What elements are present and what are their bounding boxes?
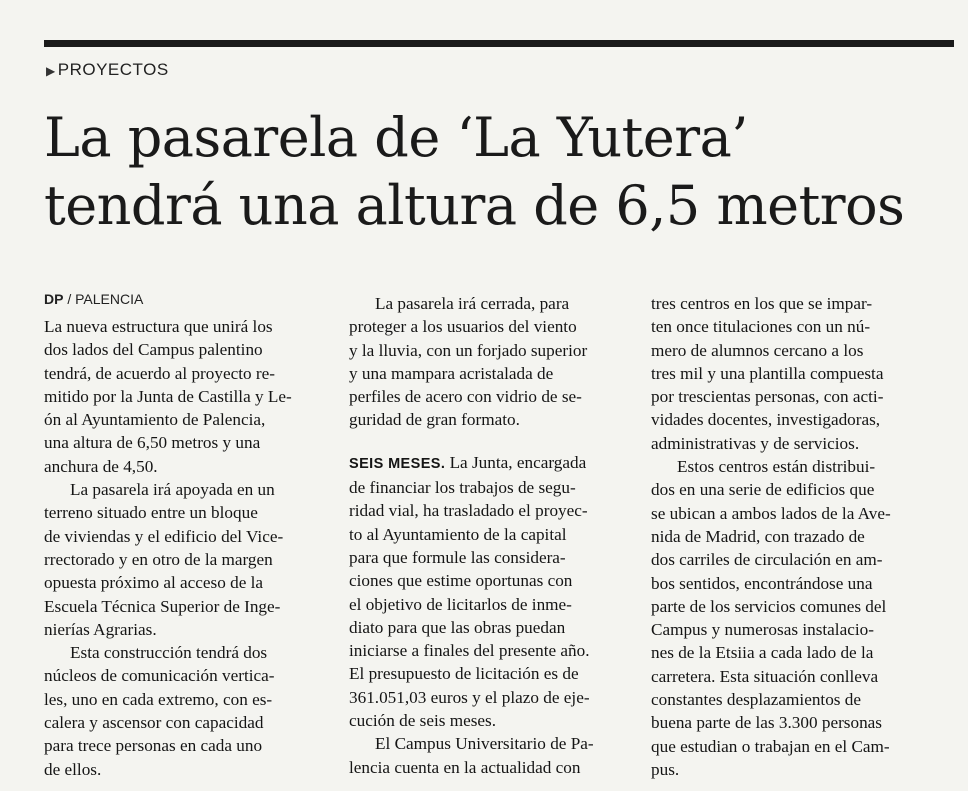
article-line <box>651 408 935 431</box>
article-text: para que formule las considera- <box>349 547 566 567</box>
article-line <box>349 546 631 569</box>
article-text: dos en una serie de edificios que <box>651 480 875 500</box>
article-line <box>651 339 935 362</box>
article-line <box>349 362 631 385</box>
byline-separator: / <box>63 291 76 307</box>
article-text: iniciarse a finales del presente año. <box>349 641 590 661</box>
article-text: Escuela Técnica Superior de Inge- <box>44 596 281 616</box>
article-text: se ubican a ambos lados de la Ave- <box>651 503 891 523</box>
article-line <box>651 572 935 595</box>
article-text: nes de la Etsiia a cada lado de la <box>651 643 874 663</box>
article-text: núcleos de comunicación vertica- <box>44 666 275 686</box>
article-text: diato para que las obras puedan <box>349 617 566 637</box>
article-line <box>349 639 631 662</box>
article-line <box>651 758 935 781</box>
article-text: La pasarela irá apoyada en un <box>70 480 275 500</box>
article-text: lencia cuenta en la actualidad con <box>349 757 581 777</box>
article-text: dos lados del Campus palentino <box>44 340 263 360</box>
article-line <box>349 709 631 732</box>
paragraph-gap <box>349 432 631 451</box>
article-line <box>349 523 631 546</box>
byline <box>44 291 143 307</box>
article-text: vidades docentes, investigadoras, <box>651 410 881 430</box>
article-line <box>44 734 328 757</box>
article-line <box>651 665 935 688</box>
article-text: to al Ayuntamiento de la capital <box>349 524 567 544</box>
article-text: y una mampara acristalada de <box>349 363 554 383</box>
article-line <box>651 432 935 455</box>
article-line <box>44 688 328 711</box>
article-text: tres centros en los que se impar- <box>651 294 873 313</box>
article-text: administrativas y de servicios. <box>651 433 860 453</box>
article-line <box>349 476 631 499</box>
article-text: tendrá, de acuerdo al proyecto re- <box>44 363 275 383</box>
article-text: para trece personas en cada uno <box>44 736 263 756</box>
article-line <box>651 362 935 385</box>
article-text: ciones que estime oportunas con <box>349 571 573 591</box>
article-column-1 <box>44 315 328 781</box>
section-name: PROYECTOS <box>57 60 169 79</box>
article-line <box>651 688 935 711</box>
article-line <box>651 618 935 641</box>
article-text: ten once titulaciones con un nú- <box>651 317 871 337</box>
article-line <box>651 315 935 338</box>
article-text: dos carriles de circulación en am- <box>651 550 883 570</box>
article-text: el objetivo de licitarlos de inme- <box>349 594 572 614</box>
article-text: proteger a los usuarios del viento <box>349 317 577 337</box>
article-line <box>44 548 328 571</box>
article-text: La pasarela irá cerrada, para <box>375 294 570 313</box>
article-text: perfiles de acero con vidrio de se- <box>349 387 582 407</box>
article-text: El presupuesto de licitación es de <box>349 664 579 684</box>
article-line <box>44 595 328 618</box>
article-column-3 <box>651 292 935 781</box>
article-text: guridad de gran formato. <box>349 410 520 430</box>
article-text: El Campus Universitario de Pa- <box>375 734 594 754</box>
headline <box>44 104 954 240</box>
article-text: anchura de 4,50. <box>44 456 158 476</box>
byline-agency: DP <box>44 291 64 307</box>
article-text: La Junta, encargada <box>445 452 587 472</box>
article-text: bos sentidos, encontrándose una <box>651 573 873 593</box>
article-line <box>44 501 328 524</box>
article-line <box>349 339 631 362</box>
article-line <box>44 571 328 594</box>
article-line <box>44 618 328 641</box>
article-line <box>44 758 328 781</box>
article-line <box>349 569 631 592</box>
article-text: ón al Ayuntamiento de Palencia, <box>44 410 266 430</box>
article-text: calera y ascensor con capacidad <box>44 713 264 733</box>
article-text: Esta construcción tendrá dos <box>70 643 268 663</box>
article-line <box>349 686 631 709</box>
subhead-lead: SEIS MESES. <box>349 455 446 472</box>
article-line <box>349 385 631 408</box>
article-line <box>651 711 935 734</box>
article-line <box>349 732 631 755</box>
article-text: tres mil y una plantilla compuesta <box>651 363 884 383</box>
article-text: carretera. Esta situación conlleva <box>651 666 879 686</box>
article-line <box>651 478 935 501</box>
article-line <box>349 499 631 522</box>
article-line <box>44 478 328 501</box>
article-line <box>44 385 328 408</box>
article-line <box>651 455 935 478</box>
article-line <box>349 315 631 338</box>
article-text: mitido por la Junta de Castilla y Le- <box>44 386 292 406</box>
article-text: rrectorado y en otro de la margen <box>44 549 273 569</box>
article-line <box>349 292 631 315</box>
article-line <box>349 616 631 639</box>
article-line <box>44 711 328 734</box>
article-line <box>349 593 631 616</box>
article-line <box>349 451 631 476</box>
article-line <box>44 664 328 687</box>
triangle-icon: ▶ <box>46 64 56 78</box>
article-line <box>349 408 631 431</box>
article-text: de financiar los trabajos de segu- <box>349 478 576 498</box>
article-line <box>651 525 935 548</box>
article-text: nida de Madrid, con trazado de <box>651 526 865 546</box>
article-text: 361.051,03 euros y el plazo de eje- <box>349 687 590 707</box>
article-line <box>349 756 631 779</box>
article-text: Estos centros están distribui- <box>677 457 876 477</box>
article-text: que estudian o trabajan en el Cam- <box>651 736 890 756</box>
article-line <box>651 502 935 525</box>
article-line <box>44 315 328 338</box>
article-line <box>651 385 935 408</box>
article-text: por trescientas personas, con acti- <box>651 387 884 407</box>
article-line <box>651 595 935 618</box>
article-text: mero de alumnos cercano a los <box>651 340 864 360</box>
article-text: pus. <box>651 759 680 779</box>
article-text: ridad vial, ha trasladado el proyec- <box>349 501 588 521</box>
article-text: y la lluvia, con un forjado superior <box>349 340 588 360</box>
article-line <box>44 338 328 361</box>
article-line <box>44 362 328 385</box>
article-line <box>349 662 631 685</box>
article-line <box>44 525 328 548</box>
article-line <box>651 292 935 315</box>
article-line <box>44 455 328 478</box>
article-text: nierías Agrarias. <box>44 619 157 639</box>
article-line <box>651 735 935 758</box>
byline-place: PALENCIA <box>75 291 144 307</box>
article-text: les, uno en cada extremo, con es- <box>44 689 273 709</box>
article-text: cución de seis meses. <box>349 711 497 731</box>
article-line <box>44 408 328 431</box>
section-label <box>46 60 169 80</box>
article-text: de viviendas y el edificio del Vice- <box>44 526 284 546</box>
article-text: una altura de 6,50 metros y una <box>44 433 261 453</box>
article-text: buena parte de las 3.300 personas <box>651 713 882 733</box>
article-line <box>651 641 935 664</box>
top-rule <box>44 40 954 47</box>
headline-line: tendrá una altura de 6,5 metros <box>44 174 905 237</box>
article-text: de ellos. <box>44 759 102 779</box>
article-text: Campus y numerosas instalacio- <box>651 620 874 640</box>
article-text: constantes desplazamientos de <box>651 690 862 710</box>
article-text: opuesta próximo al acceso de la <box>44 573 264 593</box>
article-text: terreno situado entre un bloque <box>44 503 258 523</box>
article-line <box>44 431 328 454</box>
article-line <box>44 641 328 664</box>
article-column-2 <box>349 292 631 779</box>
article-text: La nueva estructura que unirá los <box>44 317 273 336</box>
article-text: parte de los servicios comunes del <box>651 596 887 616</box>
headline-line: La pasarela de ‘La Yutera’ <box>44 106 748 169</box>
article-line <box>651 548 935 571</box>
